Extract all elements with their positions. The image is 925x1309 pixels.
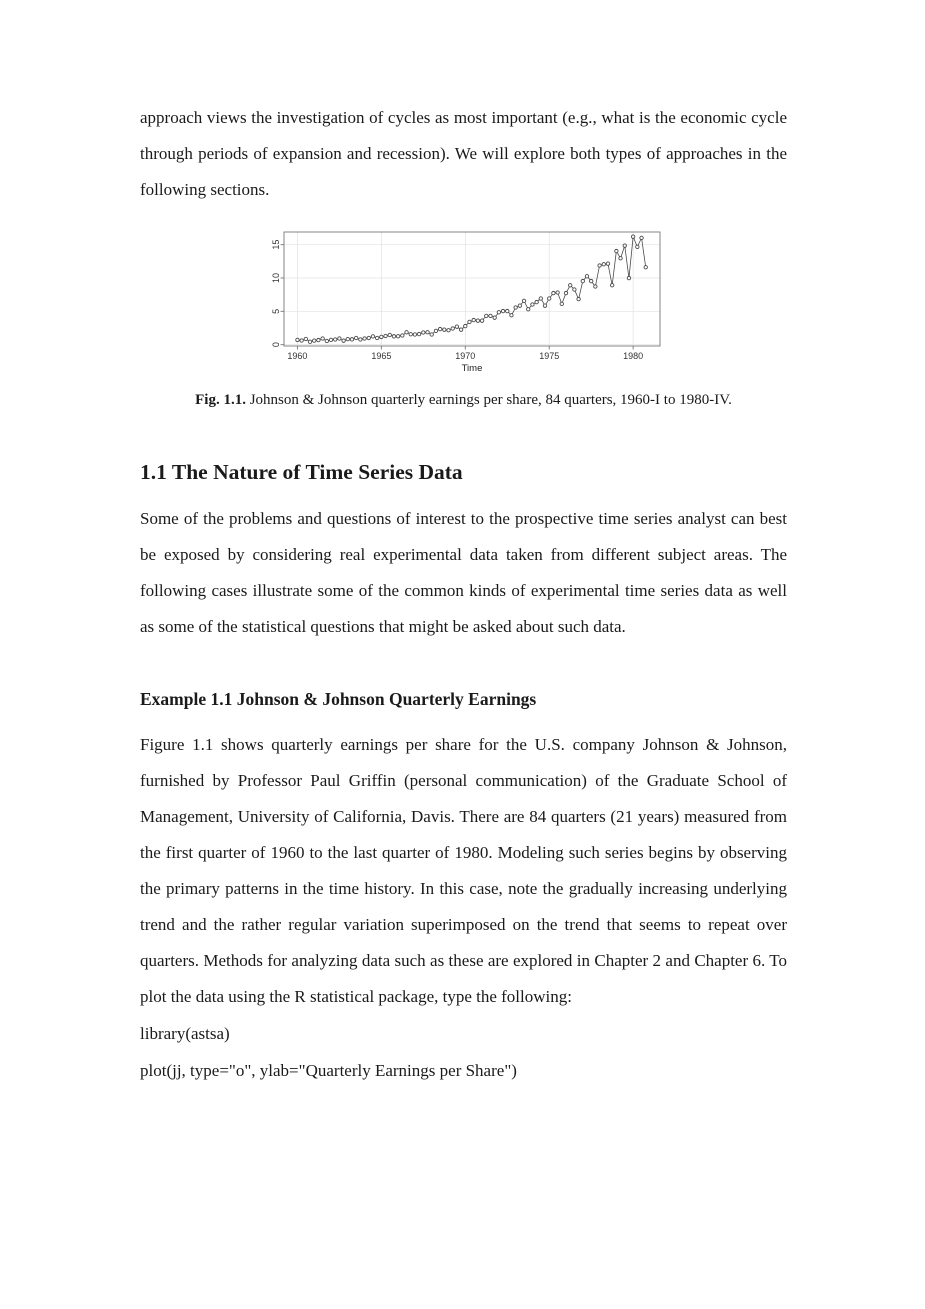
paragraph-intro: approach views the investigation of cycles as most important (e.g., what is the economic cycle through periods of expansion and recession). We will explore both types of approaches in the following sections.	[140, 108, 787, 199]
figure-caption-text: Johnson & Johnson quarterly earnings per share, 84 quarters, 1960-I to 1980-IV.	[249, 392, 732, 408]
svg-text:15: 15	[270, 239, 281, 250]
figure-caption-label: Fig. 1.1.	[195, 392, 246, 408]
code-line-plot: plot(jj, type="o", ylab="Quarterly Earnings per Share")	[140, 1061, 517, 1080]
svg-text:1970: 1970	[454, 351, 475, 361]
svg-text:0: 0	[270, 342, 281, 348]
svg-text:Time: Time	[461, 363, 482, 374]
svg-text:10: 10	[270, 272, 281, 284]
figure-caption	[140, 389, 787, 411]
svg-text:1960: 1960	[286, 351, 307, 361]
svg-text:1980: 1980	[622, 351, 643, 361]
svg-text:1975: 1975	[538, 351, 559, 361]
paragraph-section-intro: Some of the problems and questions of interest to the prospective time series analyst can best be exposed by considering real experimental data taken from different subject areas. The following cases illustrate some of the common kinds of experimental time series data as well as some of the statistical questions that might be asked about such data.	[140, 509, 787, 636]
section-heading: 1.1 The Nature of Time Series Data	[140, 460, 463, 484]
code-line-library: library(astsa)	[140, 1024, 230, 1043]
example-heading: Example 1.1 Johnson & Johnson Quarterly Earnings	[140, 689, 537, 709]
jj-earnings-chart	[262, 226, 666, 379]
paragraph-example: Figure 1.1 shows quarterly earnings per share for the U.S. company Johnson & Johnson, furnished by Professor Paul Griffin (personal communication) of the Graduate School of Management, University of California, Davis. There are 84 quarters (21 years) measured from the first quarter of 1960 to the last quarter of 1980. Modeling such series begins by observing the primary patterns in the time history. In this case, note the gradually increasing underlying trend and the rather regular variation superimposed on the trend that seems to repeat over quarters. Methods for analyzing data such as these are explored in Chapter 2 and Chapter 6. To plot the data using the R statistical package, type the following:	[140, 735, 787, 1006]
figure-1-1	[140, 226, 787, 411]
svg-text:5: 5	[270, 308, 281, 314]
svg-text:1965: 1965	[370, 351, 391, 361]
